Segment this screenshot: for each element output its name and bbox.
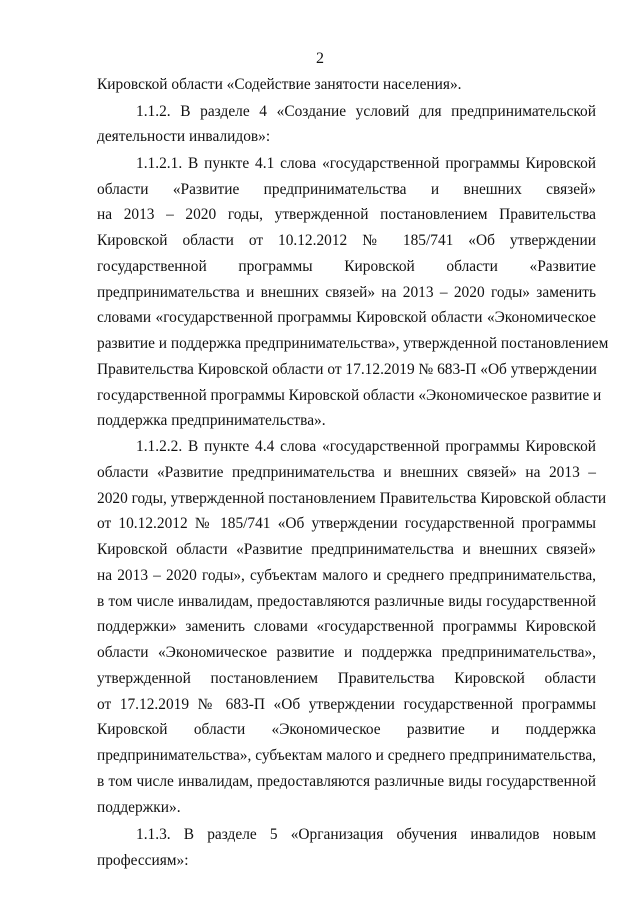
paragraph-1-1-3-line: 1.1.3. В разделе 5 «Организация обучения инвалидов новым — [136, 826, 596, 843]
text-line: государственной программы Кировской области «Экономическое развитие и — [97, 387, 602, 404]
text-line: Кировской области «Развитие предпринимательства и внешних связей» — [97, 541, 596, 558]
text-line: в том числе инвалидам, предоставляются различные виды государственной — [97, 773, 596, 790]
text-line: области «Развитие предпринимательства и внешних связей» на 2013 – — [97, 464, 596, 481]
text-line: Кировской области «Экономическое развитие и поддержка — [97, 721, 596, 738]
text-line: на 2013 – 2020 годы, утвержденной постановлением Правительства — [97, 206, 596, 223]
text-line: от 17.12.2019 № 683-П «Об утверждении государственной программы — [97, 696, 596, 713]
text-line: на 2013 – 2020 годы», субъектам малого и среднего предпринимательства, — [97, 567, 596, 584]
text-line: Правительства Кировской области от 17.12.2019 № 683-П «Об утверждении — [97, 361, 597, 378]
text-line: развитие и поддержка предпринимательства», утвержденной постановлением — [97, 335, 609, 352]
text-line: 2020 годы, утвержденной постановлением Правительства Кировской области — [97, 490, 607, 507]
text-line: области «Экономическое развитие и поддержка предпринимательства», — [97, 644, 596, 661]
text-line: предпринимательства и внешних связей» на 2013 – 2020 годы» заменить — [97, 284, 596, 301]
text-line: деятельности инвалидов»: — [97, 128, 271, 145]
paragraph-1-1-2-2-line: 1.1.2.2. В пункте 4.4 слова «государственной программы Кировской — [136, 438, 596, 455]
paragraph-1-1-2-1-line: 1.1.2.1. В пункте 4.1 слова «государственной программы Кировской — [136, 155, 596, 172]
text-line: государственной программы Кировской области «Развитие — [97, 258, 596, 275]
text-line: профессиям»: — [97, 852, 189, 869]
text-line: утвержденной постановлением Правительства Кировской области — [97, 670, 596, 687]
paragraph-1-1-2-line: 1.1.2. В разделе 4 «Создание условий для предпринимательской — [136, 103, 596, 120]
text-line: Кировской области от 10.12.2012 № 185/741 «Об утверждении — [97, 232, 596, 249]
text-line: предпринимательства», субъектам малого и среднего предпринимательства, — [97, 747, 596, 764]
text-line: поддержки» заменить словами «государственной программы Кировской — [97, 618, 596, 635]
text-line: поддержки». — [97, 799, 181, 816]
text-line: словами «государственной программы Кировской области «Экономическое — [97, 309, 596, 326]
page-number: 2 — [316, 50, 324, 67]
text-line: от 10.12.2012 № 185/741 «Об утверждении государственной программы — [97, 515, 596, 532]
text-line: Кировской области «Содействие занятости населения». — [97, 76, 462, 93]
text-line: в том числе инвалидам, предоставляются различные виды государственной — [97, 593, 596, 610]
text-line: поддержка предпринимательства». — [97, 412, 326, 429]
text-line: области «Развитие предпринимательства и внешних связей» — [97, 181, 596, 198]
